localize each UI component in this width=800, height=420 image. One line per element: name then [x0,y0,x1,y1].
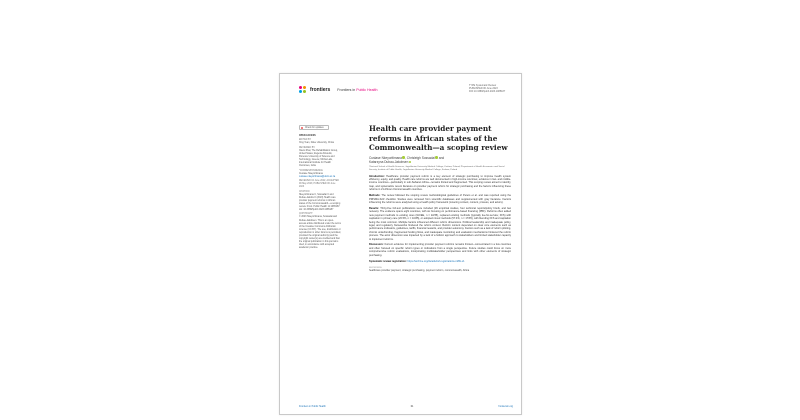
journal-title: Frontiers in Public Health [337,88,378,92]
orcid-icon[interactable] [409,161,412,164]
page-footer [299,405,513,408]
correspondence-name: Custase Nkeyoritimana [299,172,323,175]
abstract-introduction: Introduction: Healthcare provider payment reform is a key element of strategic purchasing to improve health system efficiency, equity, and quality. Health care reforms are well documented in high-income countries; evidence in low- and middle-income countries—particularly in sub-Saharan Africa—remains limited and fragmented. This scoping review aimed to identify, map, and systematize recent literature on provider payment reform for strategic purchasing and the factors influencing these reforms in 21 African Commonwealth countries. [369,174,511,192]
citation-label: CITATION [299,190,310,193]
correspondence-email[interactable]: custase.nkeyoritimana@ukzn.ac.za [299,175,336,178]
frontiers-logo-icon [299,86,307,94]
registration: Systematic review registration: https://archive.org/details/osf-registrations-m8bt-v1 [369,259,465,263]
registration-link[interactable]: https://archive.org/details/osf-registrations-m8bt-v1 [407,259,465,263]
footer-site[interactable]: frontiersin.org [498,405,513,408]
article-doi[interactable]: DOI 10.3389/fpubh.2023.1085187 [469,90,506,94]
article-type: TYPE Systematic Review [469,84,497,87]
author-2[interactable]: , Chrisleigh Sossadai [404,155,435,160]
abstract-methods: Methods: The review followed the scoping review methodological guidelines of Peters et al. and was reported using the PRISMA-ScR checklist. Studies were retrieved from scientific databases and supplemented with gray literature. Factors influencing the reforms were analyzed using a health policy framework (covering context, content, process, and actors). [369,194,512,204]
article-main [369,124,511,272]
article-title: Health care provider payment reforms in African states of the Commonwealth—a scoping review [369,124,508,152]
reviewed-by-label: REVIEWED BY [299,146,315,149]
edited-by: Xing Yuan, Duke University, China [299,142,334,145]
keywords-label: KEYWORDS [369,266,382,269]
open-access-label: OPEN ACCESS [299,135,316,137]
reviewed-by: Xiaoxi Zhai, The Rehabilitation Group, United States; Evgenia Kitsoulin, Florence University of Science and Technology, Greece; Minha Lala, International Institute for Health Outcomes, India [299,149,338,168]
edited-by-label: EDITED BY [299,139,312,142]
abstract-discussion: Discussion: Current evidence for implementing provider payment reforms remains limited—concentrated in a few countries and often focused on specific reform types or indications from a single perspective. Future studies could focus on more comprehensive reform evaluations, incorporating multistakeholder perspectives and links with other elements of strategic purchasing. [369,243,511,257]
article-published: PUBLISHED 06 June 2023 [469,87,498,91]
affiliations: ¹Doctoral School of Health Sciences, Jagiellonian University Medical College, Krakow, Poland; ²Department of Health Economics and Social Security, Institute of Public Health, Jagiellonian University Medical College, Krakow, Poland [369,166,505,172]
copyright-label: COPYRIGHT [299,213,313,216]
check-for-updates-button[interactable]: Check for updates [299,125,329,130]
copyright-text: © 2023 Nkeyoritimana, Sossadai and Dubau-Jakobsen. This is an open-access article distributed under the terms of the Creative Commons Attribution License (CC BY). The use, distribution or reproduction in other forums is permitted, provided the original author(s) and the copyright owner(s) are credited and that the original publication in this journal is cited, in accordance with accepted academic practice. [299,216,341,249]
article-dates: RECEIVED 04 June 2022; ACCEPTED 09 May 2023; PUBLISHED 06 June 2023 [299,180,339,189]
correspondence-label: *CORRESPONDENCE [299,169,323,172]
footer-journal[interactable]: Frontiers in Public Health [299,405,326,408]
author-list: Custase Nkeyoritimana , Chrisleigh Sossadai and Katarzyna Dubau-Jakobsen [369,155,445,164]
brand-name: frontiers [310,87,331,93]
abstract-results: Results: Thirty-five full-text publications were included (29 empirical studies, four technical reports/policy briefs, and two reviews). The evidence spans eight countries, with six focusing on performance-based financing (PBF). Reforms often added new payment methods to existing ones (GC/EE, n = 22/35), replaced existing methods (typically fee-for-service; FFS) with capitation in primary care (20.5%, n = 10/35), or adopted mixed methods (57.4%, n = 17/35), with blending FFS and capitation being the most common. Multiple factors influenced different reform dimensions. Political leadership and inadequate policy, legal, and regulatory frameworks hindered the reform context. Reform content depended on clear core elements such as performance indicators, guidelines, tariffs, financial rewards, and provider autonomy. Factors such as a lack of reform piloting, chronic underfunding, fragmented funding flows, and inadequate monitoring and evaluation mechanisms hindered the reform process. The actor dimension was impacted by a lack of a holistic approach to stakeholders and limited stakeholder capacity to implement reforms. [369,206,511,241]
paper-page [279,73,522,415]
citation-text: Nkeyoritimana C, Sossadai C and Dubau-Jakobs K (2023) Health care provider payment reforms in African states of the Commonwealth—a scoping review. Front. Public Health 11:1085187. doi: 10.3389/fpubh.2023.1085187 [299,193,341,211]
author-1[interactable]: Custase Nkeyoritimana [369,155,402,160]
article-meta [469,84,513,93]
keywords: healthcare provider payment, strategic purchasing, payment reform, commonwealth, Africa [369,268,470,272]
page-number: 01 [410,405,414,408]
journal-header [299,86,377,94]
author-3[interactable]: Katarzyna Dubau-Jakobsen [369,159,409,164]
article-sidebar [299,135,341,250]
